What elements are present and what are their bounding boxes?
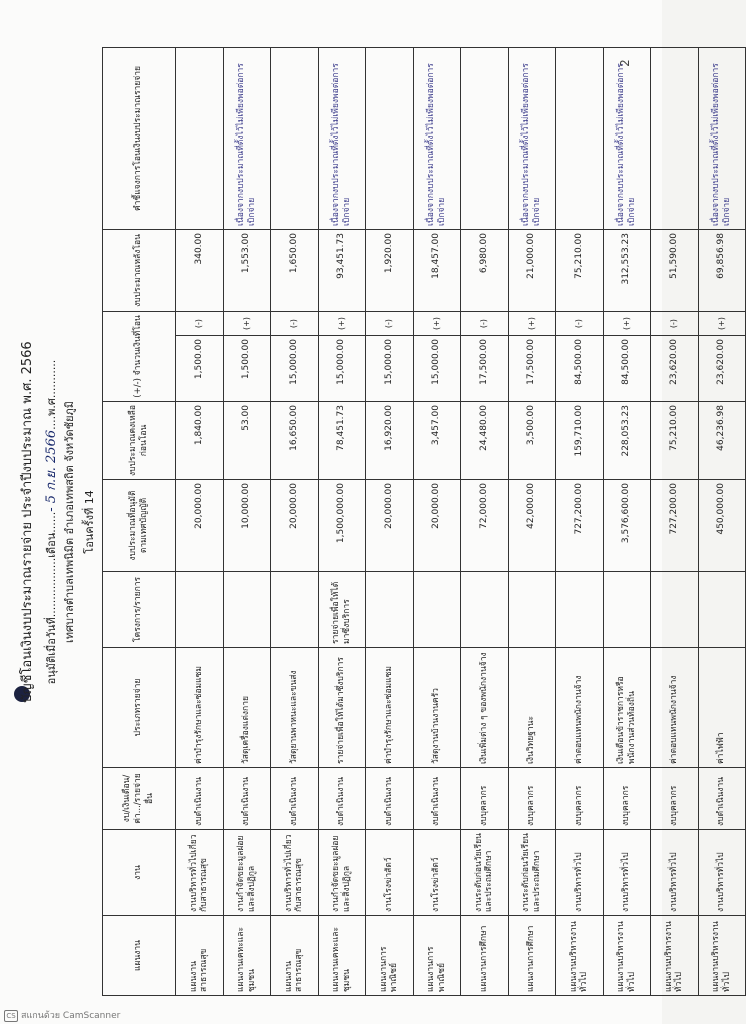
explanation-cell: เนื่องจากงบประมาณที่ตั้งไว้ไม่เพียงพอต่อการเบิกจ่าย bbox=[223, 48, 271, 230]
document-header bbox=[10, 42, 98, 1002]
budget-after-cell: 1,650.00 bbox=[271, 230, 319, 312]
column-header: งบประมาณหลังโอน bbox=[103, 230, 176, 312]
column-header: งบประมาณที่อนุมัติตามเทศบัญญัติ bbox=[103, 480, 176, 572]
transfer-sign-cell: (-) bbox=[461, 312, 509, 336]
table-body bbox=[176, 48, 746, 996]
approved-budget-cell: 20,000.00 bbox=[366, 480, 414, 572]
budget-type-cell: งบบุคลากร bbox=[508, 768, 556, 830]
transfer-sign-cell: (+) bbox=[698, 312, 746, 336]
transfer-number: โอนครั้งที่ 14 bbox=[83, 490, 96, 554]
transfer-sign-cell: (+) bbox=[603, 312, 651, 336]
transfer-amount-cell: 15,000.00 bbox=[271, 336, 319, 402]
project-cell bbox=[698, 572, 746, 648]
transfer-sign-cell: (+) bbox=[508, 312, 556, 336]
transfer-sign-cell: (-) bbox=[556, 312, 604, 336]
job-cell: งานบริหารทั่วไปเกี่ยวกับสาธารณสุข bbox=[271, 830, 319, 916]
budget-type-cell: งบดำเนินงาน bbox=[271, 768, 319, 830]
project-cell bbox=[413, 572, 461, 648]
transfer-sign-cell: (+) bbox=[413, 312, 461, 336]
table-row bbox=[556, 48, 604, 996]
remaining-before-cell: 46,236.98 bbox=[698, 402, 746, 480]
expense-type-cell: ค่าตอบแทนพนักงานจ้าง bbox=[651, 648, 699, 768]
transfer-sign-cell: (+) bbox=[318, 312, 366, 336]
column-header: (+/-) จำนวนเงินที่โอน bbox=[103, 312, 176, 402]
approved-budget-cell: 20,000.00 bbox=[176, 480, 224, 572]
explanation-cell: เนื่องจากงบประมาณที่ตั้งไว้ไม่เพียงพอต่อการเบิกจ่าย bbox=[318, 48, 366, 230]
plan-cell: แผนงานการพาณิชย์ bbox=[366, 916, 414, 996]
plan-cell: แผนงานการศึกษา bbox=[461, 916, 509, 996]
transfer-table bbox=[102, 47, 746, 996]
expense-type-cell: รายจ่ายเพื่อให้ได้มาซึ่งบริการ bbox=[318, 648, 366, 768]
approval-line: อนุมัติเมื่อวันที่.................เดือน......- 5 ก.ย. 2566....พ.ศ........... bbox=[44, 359, 59, 685]
transfer-sign-cell: (-) bbox=[271, 312, 319, 336]
table-row bbox=[508, 48, 556, 996]
expense-type-cell: ค่าไฟฟ้า bbox=[698, 648, 746, 768]
approved-budget-cell: 727,200.00 bbox=[556, 480, 604, 572]
explanation-cell: เนื่องจากงบประมาณที่ตั้งไว้ไม่เพียงพอต่อการเบิกจ่าย bbox=[698, 48, 746, 230]
job-cell: งานบริหารทั่วไป bbox=[556, 830, 604, 916]
explanation-cell: เนื่องจากงบประมาณที่ตั้งไว้ไม่เพียงพอต่อการเบิกจ่าย bbox=[508, 48, 556, 230]
plan-cell: แผนงานการศึกษา bbox=[508, 916, 556, 996]
job-cell: งานโรงฆ่าสัตว์ bbox=[366, 830, 414, 916]
budget-after-cell: 340.00 bbox=[176, 230, 224, 312]
budget-after-cell: 69,856.98 bbox=[698, 230, 746, 312]
table-row bbox=[176, 48, 224, 996]
plan-cell: แผนงานสาธารณสุข bbox=[271, 916, 319, 996]
approved-budget-cell: 72,000.00 bbox=[461, 480, 509, 572]
plan-cell: แผนงานบริหารงานทั่วไป bbox=[651, 916, 699, 996]
expense-type-cell: เงินเดือนข้าราชการหรือพนักงานส่วนท้องถิ่น bbox=[603, 648, 651, 768]
camscanner-icon: CS bbox=[4, 1010, 18, 1022]
handwritten-date: - 5 ก.ย. 2566 bbox=[44, 429, 59, 512]
budget-after-cell: 93,451.73 bbox=[318, 230, 366, 312]
expense-type-cell: เงินเพิ่มต่าง ๆ ของพนักงานจ้าง bbox=[461, 648, 509, 768]
column-header: งบประมาณคงเหลือก่อนโอน bbox=[103, 402, 176, 480]
organization-line: เทศบาลตำบลเทพนิมิต อำเภอเทพสถิต จังหวัดชัยภูมิ bbox=[63, 400, 76, 644]
remaining-before-cell: 159,710.00 bbox=[556, 402, 604, 480]
explanation-cell: เนื่องจากงบประมาณที่ตั้งไว้ไม่เพียงพอต่อการเบิกจ่าย bbox=[603, 48, 651, 230]
transfer-amount-cell: 15,000.00 bbox=[366, 336, 414, 402]
job-cell: งานกำจัดขยะมูลฝอยและสิ่งปฏิกูล bbox=[318, 830, 366, 916]
project-cell: รายจ่ายเพื่อให้ได้มาซึ่งบริการ bbox=[318, 572, 366, 648]
approved-budget-cell: 727,200.00 bbox=[651, 480, 699, 572]
budget-after-cell: 75,210.00 bbox=[556, 230, 604, 312]
explanation-cell bbox=[271, 48, 319, 230]
budget-after-cell: 6,980.00 bbox=[461, 230, 509, 312]
budget-type-cell: งบบุคลากร bbox=[603, 768, 651, 830]
approved-budget-cell: 1,500,000.00 bbox=[318, 480, 366, 572]
remaining-before-cell: 16,920.00 bbox=[366, 402, 414, 480]
job-cell: งานบริหารทั่วไปเกี่ยวกับสาธารณสุข bbox=[176, 830, 224, 916]
plan-cell: แผนงานการพาณิชย์ bbox=[413, 916, 461, 996]
remaining-before-cell: 1,840.00 bbox=[176, 402, 224, 480]
budget-type-cell: งบบุคลากร bbox=[461, 768, 509, 830]
column-header: คำชี้แจงการโอนเงินงบประมาณรายจ่าย bbox=[103, 48, 176, 230]
table-row bbox=[413, 48, 461, 996]
project-cell bbox=[461, 572, 509, 648]
budget-after-cell: 18,457.00 bbox=[413, 230, 461, 312]
budget-after-cell: 312,553.23 bbox=[603, 230, 651, 312]
transfer-amount-cell: 23,620.00 bbox=[698, 336, 746, 402]
job-cell: งานระดับก่อนวัยเรียนและประถมศึกษา bbox=[508, 830, 556, 916]
transfer-amount-cell: 15,000.00 bbox=[413, 336, 461, 402]
expense-type-cell: เงินวิทยฐานะ bbox=[508, 648, 556, 768]
explanation-cell bbox=[556, 48, 604, 230]
transfer-sign-cell: (-) bbox=[651, 312, 699, 336]
transfer-amount-cell: 23,620.00 bbox=[651, 336, 699, 402]
budget-type-cell: งบดำเนินงาน bbox=[698, 768, 746, 830]
remaining-before-cell: 78,451.73 bbox=[318, 402, 366, 480]
column-header: โครงการ/รายการ bbox=[103, 572, 176, 648]
table-row bbox=[603, 48, 651, 996]
project-cell bbox=[366, 572, 414, 648]
transfer-amount-cell: 17,500.00 bbox=[508, 336, 556, 402]
remaining-before-cell: 228,053.23 bbox=[603, 402, 651, 480]
job-cell: งานระดับก่อนวัยเรียนและประถมศึกษา bbox=[461, 830, 509, 916]
page-number: 2 bbox=[617, 59, 632, 67]
transfer-amount-cell: 84,500.00 bbox=[603, 336, 651, 402]
table-row bbox=[651, 48, 699, 996]
budget-type-cell: งบดำเนินงาน bbox=[366, 768, 414, 830]
plan-cell: แผนงานเคหะและชุมชน bbox=[223, 916, 271, 996]
budget-type-cell: งบดำเนินงาน bbox=[176, 768, 224, 830]
transfer-sign-cell: (-) bbox=[366, 312, 414, 336]
table-row bbox=[698, 48, 746, 996]
approved-budget-cell: 20,000.00 bbox=[271, 480, 319, 572]
job-cell: งานโรงฆ่าสัตว์ bbox=[413, 830, 461, 916]
transfer-amount-cell: 1,500.00 bbox=[176, 336, 224, 402]
project-cell bbox=[556, 572, 604, 648]
approved-budget-cell: 3,576,600.00 bbox=[603, 480, 651, 572]
plan-cell: แผนงานสาธารณสุข bbox=[176, 916, 224, 996]
plan-cell: แผนงานเคหะและชุมชน bbox=[318, 916, 366, 996]
rotated-document bbox=[10, 42, 732, 1002]
job-cell: งานกำจัดขยะมูลฝอยและสิ่งปฏิกูล bbox=[223, 830, 271, 916]
approved-budget-cell: 10,000.00 bbox=[223, 480, 271, 572]
expense-type-cell: วัสดุเครื่องแต่งกาย bbox=[223, 648, 271, 768]
budget-type-cell: งบบุคลากร bbox=[556, 768, 604, 830]
remaining-before-cell: 3,500.00 bbox=[508, 402, 556, 480]
approved-budget-cell: 42,000.00 bbox=[508, 480, 556, 572]
table-header-row bbox=[103, 48, 176, 996]
explanation-cell: เนื่องจากงบประมาณที่ตั้งไว้ไม่เพียงพอต่อการเบิกจ่าย bbox=[413, 48, 461, 230]
plan-cell: แผนงานบริหารงานทั่วไป bbox=[556, 916, 604, 996]
expense-type-cell: วัสดุยานพาหนะและขนส่ง bbox=[271, 648, 319, 768]
table-row bbox=[461, 48, 509, 996]
column-header: แผนงาน bbox=[103, 916, 176, 996]
document-title: บัญชีโอนเงินงบประมาณรายจ่าย ประจำปีงบประมาณ พ.ศ. 2566 bbox=[20, 341, 35, 703]
transfer-amount-cell: 1,500.00 bbox=[223, 336, 271, 402]
approved-budget-cell: 20,000.00 bbox=[413, 480, 461, 572]
budget-type-cell: งบบุคลากร bbox=[651, 768, 699, 830]
budget-type-cell: งบดำเนินงาน bbox=[318, 768, 366, 830]
remaining-before-cell: 3,457.00 bbox=[413, 402, 461, 480]
remaining-before-cell: 75,210.00 bbox=[651, 402, 699, 480]
project-cell bbox=[651, 572, 699, 648]
approved-budget-cell: 450,000.00 bbox=[698, 480, 746, 572]
table-row bbox=[223, 48, 271, 996]
transfer-amount-cell: 84,500.00 bbox=[556, 336, 604, 402]
budget-after-cell: 21,000.00 bbox=[508, 230, 556, 312]
project-cell bbox=[223, 572, 271, 648]
budget-type-cell: งบดำเนินงาน bbox=[223, 768, 271, 830]
budget-type-cell: งบดำเนินงาน bbox=[413, 768, 461, 830]
budget-after-cell: 1,553.00 bbox=[223, 230, 271, 312]
transfer-sign-cell: (-) bbox=[176, 312, 224, 336]
transfer-amount-cell: 15,000.00 bbox=[318, 336, 366, 402]
plan-cell: แผนงานบริหารงานทั่วไป bbox=[698, 916, 746, 996]
table-row bbox=[366, 48, 414, 996]
job-cell: งานบริหารทั่วไป bbox=[651, 830, 699, 916]
budget-after-cell: 51,590.00 bbox=[651, 230, 699, 312]
transfer-amount-cell: 17,500.00 bbox=[461, 336, 509, 402]
expense-type-cell: ค่าบำรุงรักษาและซ่อมแซม bbox=[366, 648, 414, 768]
job-cell: งานบริหารทั่วไป bbox=[698, 830, 746, 916]
project-cell bbox=[271, 572, 319, 648]
job-cell: งานบริหารทั่วไป bbox=[603, 830, 651, 916]
explanation-cell bbox=[176, 48, 224, 230]
table-row bbox=[318, 48, 366, 996]
remaining-before-cell: 16,650.00 bbox=[271, 402, 319, 480]
explanation-cell bbox=[651, 48, 699, 230]
project-cell bbox=[176, 572, 224, 648]
expense-type-cell: ค่าตอบแทนพนักงานจ้าง bbox=[556, 648, 604, 768]
column-header: งบ/เงินเดือน/ค่า.../รายจ่ายอื่น bbox=[103, 768, 176, 830]
plan-cell: แผนงานบริหารงานทั่วไป bbox=[603, 916, 651, 996]
column-header: ประเภทรายจ่าย bbox=[103, 648, 176, 768]
explanation-cell bbox=[461, 48, 509, 230]
scanner-watermark: CS สแกนด้วย CamScanner bbox=[4, 1008, 120, 1022]
expense-type-cell: วัสดุงานบ้านงานครัว bbox=[413, 648, 461, 768]
budget-after-cell: 1,920.00 bbox=[366, 230, 414, 312]
project-cell bbox=[603, 572, 651, 648]
column-header: งาน bbox=[103, 830, 176, 916]
table-row bbox=[271, 48, 319, 996]
remaining-before-cell: 24,480.00 bbox=[461, 402, 509, 480]
remaining-before-cell: 53.00 bbox=[223, 402, 271, 480]
explanation-cell bbox=[366, 48, 414, 230]
transfer-sign-cell: (+) bbox=[223, 312, 271, 336]
project-cell bbox=[508, 572, 556, 648]
expense-type-cell: ค่าบำรุงรักษาและซ่อมแซม bbox=[176, 648, 224, 768]
